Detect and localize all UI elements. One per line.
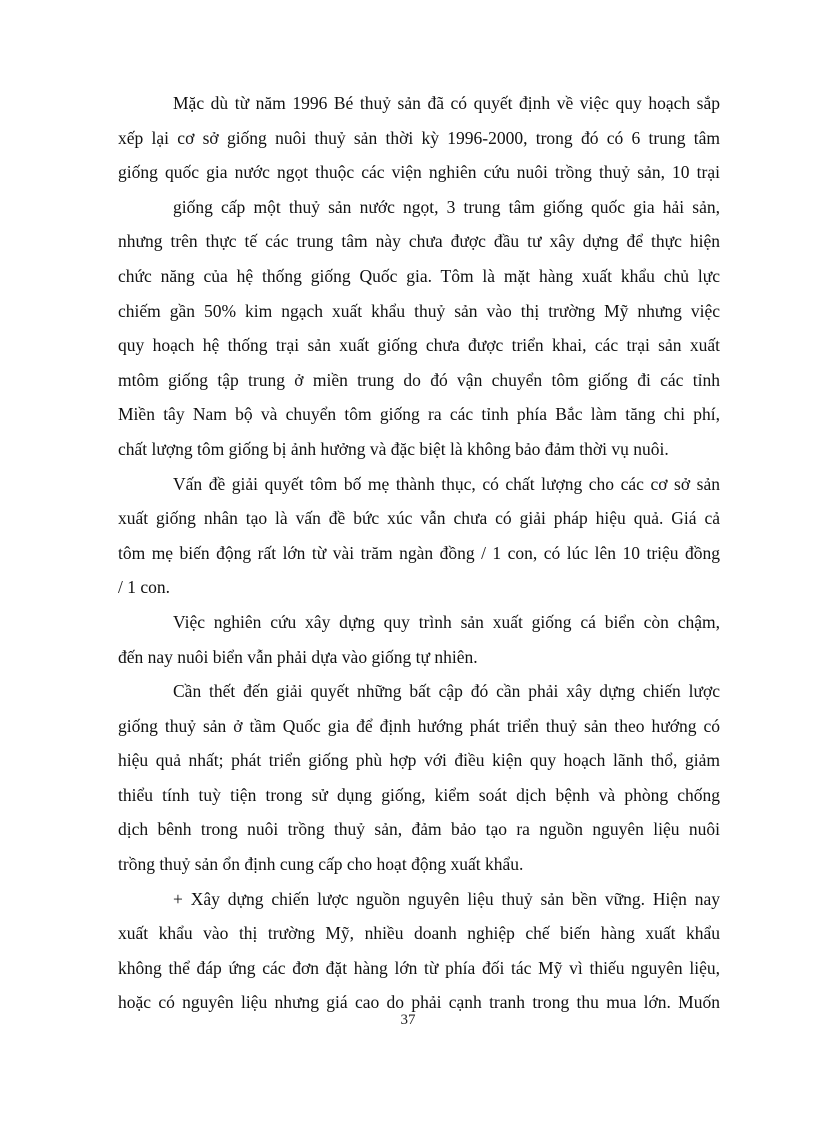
text-line: Vấn đề giải quyết tôm bố mẹ thành thục, có chất lượng cho các cơ sở sản <box>173 473 720 494</box>
text-line: quy hoạch hệ thống trại sản xuất giống chưa được triển khai, các trại sản xuất <box>118 335 720 356</box>
text-line: thiểu tính tuỳ tiện trong sử dụng giống, kiểm soát dịch bệnh và phòng chống <box>118 784 720 805</box>
text-line: xếp lại cơ sở giống nuôi thuỷ sản thời kỳ 1996-2000, trong đó có 6 trung tâm <box>118 127 720 148</box>
text-line: đến nay nuôi biển vẫn phải dựa vào giống tự nhiên. <box>118 646 478 667</box>
text-line: + Xây dựng chiến lược nguồn nguyên liệu thuỷ sản bền vững. Hiện nay <box>173 888 720 909</box>
text-line: không thể đáp ứng các đơn đặt hàng lớn từ phía đối tác Mỹ vì thiếu nguyên liệu, <box>118 957 720 978</box>
text-line: dịch bênh trong nuôi trồng thuỷ sản, đảm bảo tạo ra nguồn nguyên liệu nuôi <box>118 819 720 840</box>
text-line: giống thuỷ sản ở tầm Quốc gia để định hướng phát triển thuỷ sản theo hướng có <box>118 715 720 736</box>
paragraph-3 <box>118 467 720 605</box>
page-number: 37 <box>400 1012 416 1028</box>
body-text <box>118 86 720 1020</box>
paragraph-1 <box>118 86 720 190</box>
text-line: chức năng của hệ thống giống Quốc gia. Tôm là mặt hàng xuất khẩu chủ lực <box>118 265 720 286</box>
paragraph-5 <box>118 674 720 882</box>
text-line: chất lượng tôm giống bị ảnh hưởng và đặc biệt là không bảo đảm thời vụ nuôi. <box>118 438 669 459</box>
text-line: giống quốc gia nước ngọt thuộc các viện nghiên cứu nuôi trồng thuỷ sản, 10 trại <box>118 162 720 183</box>
text-line: tôm mẹ biến động rất lớn từ vài trăm ngàn đồng / 1 con, có lúc lên 10 triệu đồng <box>118 542 720 563</box>
paragraph-4 <box>118 605 720 674</box>
text-line: hiệu quả nhất; phát triển giống phù hợp với điều kiện quy hoạch lãnh thổ, giảm <box>118 750 720 771</box>
text-line: mtôm giống tập trung ở miền trung do đó vận chuyển tôm giống đi các tỉnh <box>118 369 720 390</box>
paragraph-2 <box>118 190 720 467</box>
text-line: Cần thết đến giải quyết những bất cập đó cần phải xây dựng chiến lược <box>173 681 720 702</box>
paragraph-6 <box>118 882 720 1020</box>
text-line: nhưng trên thực tế các trung tâm này chưa được đầu tư xây dựng để thực hiện <box>118 231 720 252</box>
text-line: chiếm gần 50% kim ngạch xuất khẩu thuỷ sản vào thị trường Mỹ nhưng việc <box>118 300 720 321</box>
text-line: Mặc dù từ năm 1996 Bé thuỷ sản đã có quyết định về việc quy hoạch sắp <box>173 93 720 113</box>
text-line: Việc nghiên cứu xây dựng quy trình sản xuất giống cá biển còn chậm, <box>173 611 720 632</box>
text-line: / 1 con. <box>118 577 171 598</box>
text-line: xuất giống nhân tạo là vấn đề bức xúc vẫn chưa có giải pháp hiệu quả. Giá cả <box>118 508 720 529</box>
text-line: xuất khẩu vào thị trường Mỹ, nhiều doanh nghiệp chế biến hàng xuất khẩu <box>118 923 720 944</box>
text-line: trồng thuỷ sản ổn định cung cấp cho hoạt động xuất khẩu. <box>118 854 524 875</box>
text-line: hoặc có nguyên liệu nhưng giá cao do phải cạnh tranh trong thu mua lớn. Muốn <box>118 992 720 1013</box>
text-line: giống cấp một thuỷ sản nước ngọt, 3 trung tâm giống quốc gia hải sản, <box>173 196 720 217</box>
text-line: Miền tây Nam bộ và chuyển tôm giống ra các tỉnh phía Bắc làm tăng chi phí, <box>118 404 720 425</box>
